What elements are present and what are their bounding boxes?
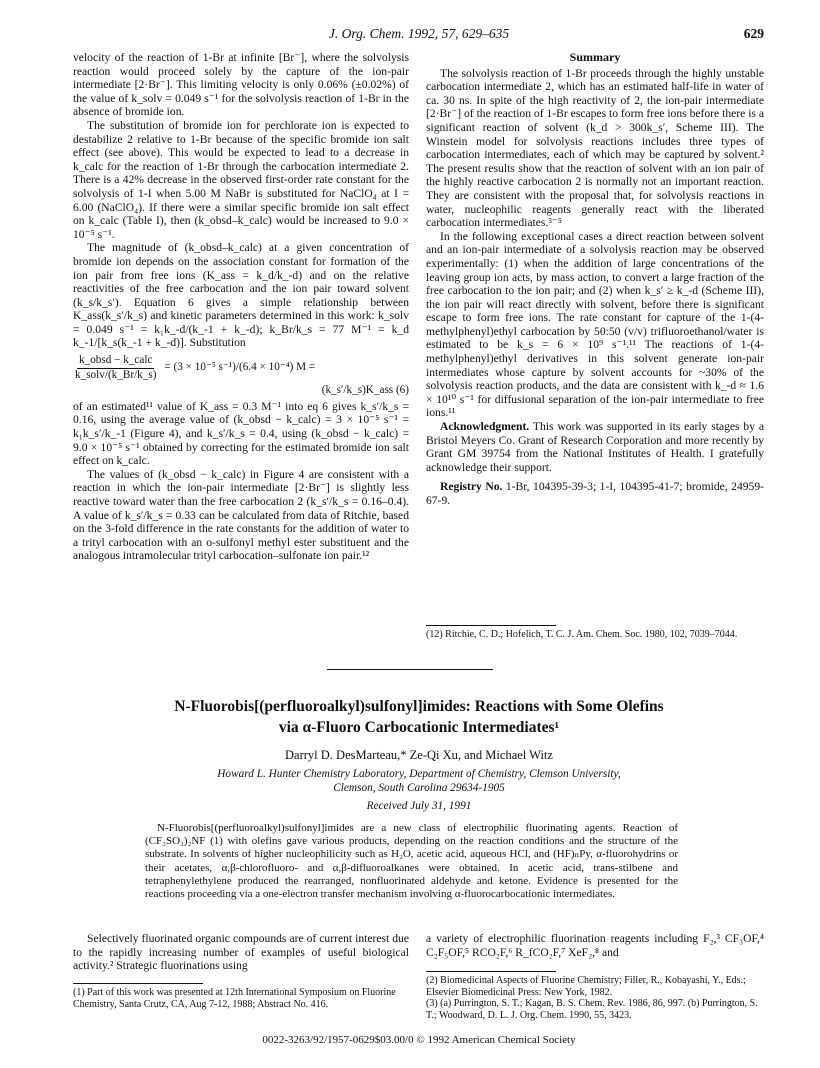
authors: Darryl D. DesMarteau,* Ze-Qi Xu, and Michael Witz [285, 748, 553, 762]
affiliation-line: Clemson, South Carolina 29634-1905 [333, 781, 505, 794]
article-title [74, 696, 764, 738]
received-date: Received July 31, 1991 [366, 800, 472, 812]
acknowledgment-label: Acknowledgment. [440, 420, 530, 434]
affiliation-line: Howard L. Hunter Chemistry Laboratory, Department of Chemistry, Clemson University, [217, 768, 621, 780]
abstract: N-Fluorobis[(perfluoroalkyl)sulfonyl]imides are a new class of electrophilic fluorinating agents. Reaction of (CF₃SO₂)₂NF (1) with olefins gave various products, depending on the reaction conditions and the structure of the substrate. In solvents of higher nucleophilicity such as H₂O, acetic acid, aqueous HCl, and (HF)ₙPy, α-fluorohydrins or their acetates, α,β-chlorofluoro- and α,β-difluoroalkanes were obtained. In acetic acid, trans-stilbene and tetraphenylethylene produced the rearranged, nonfluorinated aldehyde and ketone. Evidence is presented for the reactions proceeding via a one-electron transfer mechanism involving α-fluorocarbocationic intermediates. [145, 822, 678, 901]
registry [426, 480, 764, 507]
registry-label: Registry No. [440, 480, 503, 494]
article-divider [327, 669, 493, 670]
acknowledgment [426, 420, 764, 474]
footnote-block-left [73, 983, 409, 1010]
footnote-1: (1) Part of this work was presented at 12th International Symposium on Fluorine Chemistry, Santa Crutz, CA, Aug 7-12, 1988; Abstract No. 416. [73, 987, 396, 1010]
registry-text: 1-Br, 104395-39-3; 1-I, 104395-41-7; bromide, 24959-67-9. [426, 480, 764, 507]
running-header [74, 26, 764, 46]
equation-numerator: k_obsd − k_calc [77, 354, 154, 369]
equation-tail: (k_s′/k_s)K_ass (6) [321, 384, 409, 397]
body-text-right: a variety of electrophilic fluorination reagents including F₂,³ CF₃OF,⁴ C₂F₅OF,⁵ RCO₂F,⁶ R_fCO₂F,⁷ XeF₂,⁸ and [426, 932, 764, 959]
left-column [73, 51, 409, 563]
affiliation [74, 768, 764, 795]
copyright-line: 0022-3263/92/1957-0629$03.00/0 © 1992 American Chemical Society [262, 1034, 576, 1046]
equation-rhs: = (3 × 10⁻⁵ s⁻¹)/(6.4 × 10⁻⁴) M = [164, 361, 316, 374]
page-number: 629 [743, 26, 764, 41]
acknowledgment-text: This work was supported in its early stages by a Bristol Meyers Co. Grant of Research Corporation and more recently by Grant GM 39754 from the National Institutes of Health. I gratefully acknowledge their support. [426, 420, 764, 474]
paragraph: In the following exceptional cases a direct reaction between solvent and an ion-pair intermediate of a solvolysis reaction may be observed experimentally: (1) when the addition of large concentrations of the leaving group ion acts, by mass action, to convert a large fraction of the free carbocation to the ion pair; and (2) when k_s′ ≥ k_-d (Scheme III), the ion pair will react directly with solvent, before there is significant escape to form free ions. The rate constant for capture of the 1-(4-methylphenyl)ethyl carbocation by 50:50 (v/v) trifluoroethanol/water is estimated to be k_s = 6 × 10⁹ s⁻¹.¹¹ The reactions of 1-(4-methylphenyl)ethyl derivatives in this solvent generate ion-pair intermediates whose capture by solvent accounts for ~30% of the solvolysis reaction products, and the data are consistent with k_-d ≈ 1.6 × 10¹⁰ s⁻¹ for diffusional separation of the ion-pair intermediate to free ions.¹¹ [426, 229, 764, 420]
equation-6 [73, 354, 409, 382]
paragraph: of an estimated¹¹ value of K_ass = 0.3 M⁻¹ into eq 6 gives k_s′/k_s = 0.16, using the average value of (k_obsd − k_calc) = 3 × 10⁻⁵ s⁻¹ = k₁k_s′/k_-1 (Figure 4), and k_s′/k_s = 0.4, using (k_obsd − k_calc) = 9.0 × 10⁻⁵ s⁻¹ obtained by correcting for the estimated bromide ion salt effect on k_calc. [73, 399, 409, 468]
summary-heading: Summary [569, 50, 621, 64]
equation-fraction [73, 354, 158, 382]
footnote-rule [426, 625, 556, 626]
paragraph: The magnitude of (k_obsd–k_calc) at a given concentration of bromide ion depends on the association constant for formation of the ion pair from free ions (K_ass = k_d/k_-d) and on the relative reactivities of the free carbocation and the ion pair toward solvent (k_s/k_s′). Equation 6 gives a simple relationship between K_ass(k_s′/k_s) and kinetic parameters determined in this work: k_solv = 0.049 s⁻¹ = k₁k_-d/(k_-1 + k_-d); k_Br/k_s = 77 M⁻¹ = k_d k_-1/[k_s(k_-1 + k_-d)]. Substitution [73, 241, 409, 350]
article-title-line: via α-Fluoro Carbocationic Intermediates¹ [278, 719, 560, 736]
footnote-rule [426, 971, 556, 972]
footnote-block-right [426, 971, 764, 1021]
paragraph: velocity of the reaction of 1-Br at infinite [Br⁻], where the solvolysis reaction would proceed solely by the capture of the ion-pair intermediate [2·Br⁻]. This limiting velocity is only 0.06% (±0.02%) of the value of k_solv = 0.049 s⁻¹ for the solvolysis reaction of 1-Br in the absence of bromide ion. [73, 51, 409, 119]
footnote-2: (2) Biomedicinal Aspects of Fluorine Chemistry; Filler, R., Kobayashi, Y., Eds.; Elsevier Biomedicinal Press: New York, 1982. [426, 975, 746, 998]
footnote-3: (3) (a) Purrington, S. T.; Kagan, B. S. Chem. Rev. 1986, 86, 997. (b) Purrington, S. T.; Woodward, D. L. J. Org. Chem. 1990, 55, 3423. [426, 998, 758, 1021]
footnote-12: (12) Ritchie, C. D.; Hofelich, T. C. J. Am. Chem. Soc. 1980, 102, 7039–7044. [426, 629, 738, 640]
body-text-left: Selectively fluorinated organic compounds are of current interest due to the rapidly increasing number of examples of useful biological activity.² Strategic fluorinations using [73, 932, 409, 973]
paragraph: The solvolysis reaction of 1-Br proceeds through the highly unstable carbocation intermediate 2, which has an estimated half-life in water of ca. 30 ns. In spite of the high reactivity of 2, the ion-pair intermediate [2·Br⁻] of the reaction of 1-Br escapes to form free ions before there is a significant reaction of solvent (k_d > 300k_s′, Scheme III). The Winstein model for solvolysis reactions includes three types of carbocation intermediates, each of which may be captured by solvent.² The present results show that the reaction of solvent with an ion pair of the highly reactive carbocation 2 is normally not an important reaction. They are consistent with the proposal that, for solvolysis reactions in water, nucleophilic reagents generally react with the liberated carbocation intermediates.³⁻⁵ [426, 66, 764, 230]
equation-denominator: k_solv/(k_Br/k_s) [75, 368, 157, 381]
right-column [426, 51, 764, 508]
article-title-line: N-Fluorobis[(perfluoroalkyl)sulfonyl]imides: Reactions with Some Olefins [174, 698, 664, 715]
paragraph: The values of (k_obsd − k_calc) in Figure 4 are consistent with a reaction in which the ion-pair intermediate [2·Br⁻] is slightly less reactive toward water than the free carbocation 2 (k_s′/k_s = 0.16–0.4). A value of k_s′/k_s = 0.33 can be calculated from data of Ritchie, based on the 3-fold difference in the rate constants for the addition of water to a trityl carbocation with an o-sulfonyl methyl ester substituent and the analogous intramolecular trityl carbocation–sulfonate ion pair.¹² [73, 467, 409, 563]
journal-citation: J. Org. Chem. 1992, 57, 629–635 [328, 26, 510, 41]
footnote-block [426, 625, 764, 641]
paragraph: The substitution of bromide ion for perchlorate ion is expected to destabilize 2 relative to 1-Br because of the specific bromide ion salt effect (see above). This would be expected to lead to a decrease in k_calc for the reaction of 1-Br through the carbocation intermediate 2. There is a 42% decrease in the observed first-order rate constant for the solvolysis of 1-I when 5.00 M NaBr is substituted for NaClO₄ at I = 6.00 (NaClO₄). If there were a similar specific bromide ion salt effect on k_calc (Table I), then (k_obsd–k_calc) would be increased to 9.0 × 10⁻⁵ s⁻¹. [73, 118, 409, 241]
footnote-rule [73, 983, 203, 984]
